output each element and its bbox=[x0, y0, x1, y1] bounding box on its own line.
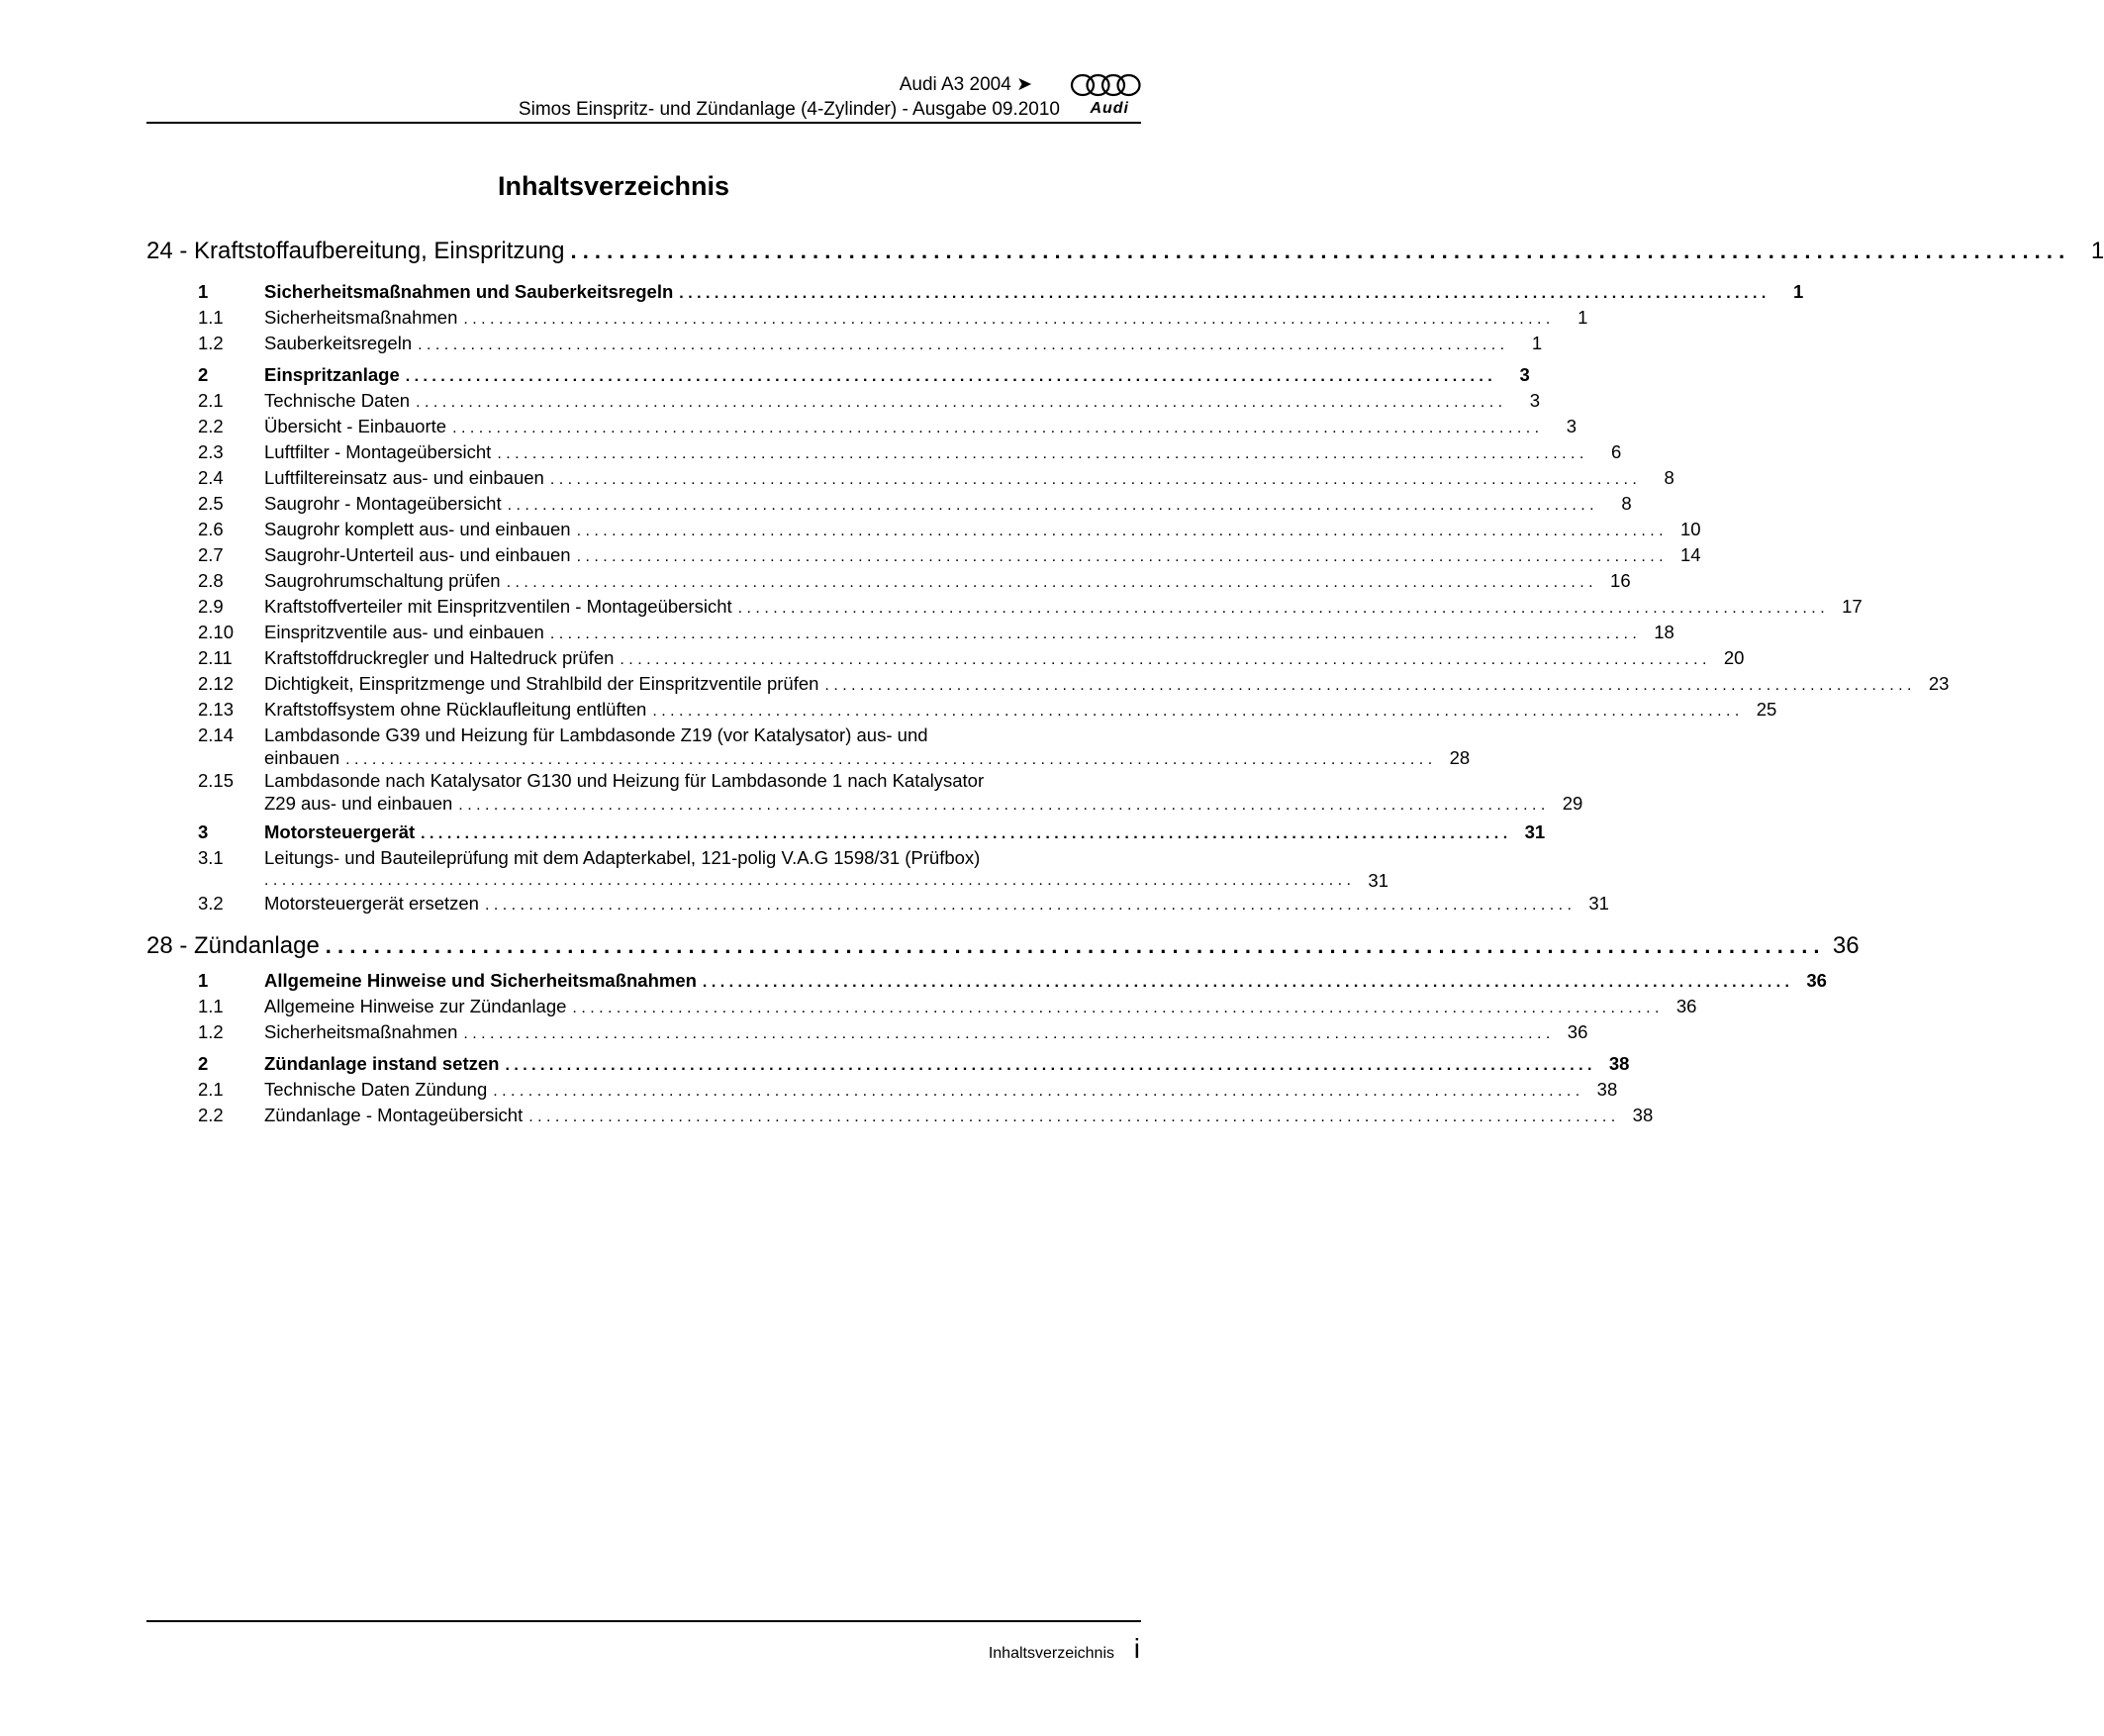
entry-number: 2.4 bbox=[198, 467, 224, 488]
entry-page: 16 bbox=[1610, 570, 1631, 591]
dot-leader bbox=[652, 703, 1739, 721]
entry-title: Saugrohr komplett aus- und einbauen bbox=[264, 519, 571, 539]
entry-title: Zündanlage instand setzen bbox=[264, 1053, 500, 1074]
chapter-page: 36 bbox=[1832, 932, 1860, 959]
entry-page: 31 bbox=[1368, 870, 1388, 891]
dot-leader bbox=[824, 677, 1911, 695]
dot-leader bbox=[577, 523, 1664, 540]
toc-entry[interactable] bbox=[146, 1021, 1588, 1047]
dot-leader bbox=[508, 497, 1594, 515]
entry-title: Technische Daten bbox=[264, 390, 411, 411]
entry-number: 2.8 bbox=[198, 570, 224, 591]
entry-page: 31 bbox=[1524, 821, 1546, 842]
entry-title: Saugrohr-Unterteil aus- und einbauen bbox=[264, 544, 571, 565]
dot-leader bbox=[577, 548, 1664, 566]
entry-number: 2.15 bbox=[198, 770, 235, 791]
entry-title: Einspritzventile aus- und einbauen bbox=[264, 622, 544, 642]
entry-page: 28 bbox=[1449, 747, 1471, 768]
dot-leader bbox=[528, 1109, 1615, 1126]
entry-title: Motorsteuergerät ersetzen bbox=[264, 893, 479, 914]
dot-leader bbox=[570, 239, 2064, 264]
entry-number: 2.13 bbox=[198, 699, 235, 720]
dot-leader bbox=[505, 1057, 1591, 1075]
entry-number: 3.2 bbox=[198, 893, 224, 914]
toc-entry[interactable] bbox=[146, 570, 1631, 596]
entry-page: 3 bbox=[1529, 390, 1541, 411]
dot-leader bbox=[418, 337, 1504, 354]
toc-entry[interactable] bbox=[146, 1053, 1630, 1079]
entry-title: Luftfiltereinsatz aus- und einbauen bbox=[264, 467, 544, 488]
dot-leader bbox=[550, 626, 1637, 643]
entry-page: 36 bbox=[1675, 996, 1697, 1016]
entry-title: Einspritzanlage bbox=[264, 364, 400, 385]
entry-number: 2.14 bbox=[198, 724, 235, 745]
dot-leader bbox=[485, 897, 1572, 915]
entry-number: 2.12 bbox=[198, 673, 235, 694]
entry-number: 2.2 bbox=[198, 416, 224, 436]
table-of-contents bbox=[146, 238, 2104, 1130]
toc-entry[interactable] bbox=[146, 996, 1697, 1021]
dot-leader bbox=[550, 471, 1637, 489]
toc-entry[interactable] bbox=[146, 441, 1622, 467]
entry-number: 2.2 bbox=[198, 1105, 224, 1125]
toc-entry[interactable] bbox=[146, 821, 1546, 847]
toc-entry[interactable] bbox=[146, 724, 1471, 770]
entry-page: 8 bbox=[1664, 467, 1674, 488]
entry-number: 1.2 bbox=[198, 1021, 224, 1042]
entry-number: 2.10 bbox=[198, 622, 235, 642]
entry-page: 20 bbox=[1723, 647, 1745, 668]
entry-page: 1 bbox=[1531, 333, 1543, 353]
toc-entry[interactable] bbox=[146, 596, 1863, 622]
entry-title: Zündanlage - Montageübersicht bbox=[264, 1105, 524, 1125]
entry-page: 23 bbox=[1928, 673, 1950, 694]
toc-entry[interactable] bbox=[146, 699, 1777, 724]
toc-entry[interactable] bbox=[146, 893, 1609, 918]
chapter-label: 28 - Zündanlage bbox=[146, 932, 326, 960]
toc-entry[interactable] bbox=[146, 847, 1388, 893]
dot-leader bbox=[679, 285, 1766, 303]
toc-entry[interactable] bbox=[146, 519, 1701, 544]
entry-title: Kraftstoffsystem ohne Rücklaufleitung entlüften bbox=[264, 699, 647, 720]
entry-number: 2.9 bbox=[198, 596, 224, 617]
entry-page: 14 bbox=[1679, 544, 1701, 565]
toc-entry[interactable] bbox=[146, 333, 1543, 358]
entry-number: 2.6 bbox=[198, 519, 224, 539]
entry-page: 38 bbox=[1596, 1079, 1618, 1100]
toc-entry[interactable] bbox=[146, 673, 1950, 699]
dot-leader bbox=[703, 974, 1789, 992]
entry-title: Allgemeine Hinweise zur Zündanlage bbox=[264, 996, 567, 1016]
dot-leader bbox=[572, 1000, 1659, 1017]
header-model-text: Audi A3 2004 bbox=[899, 74, 1011, 95]
toc-entry[interactable] bbox=[146, 970, 1827, 996]
dot-leader bbox=[507, 574, 1593, 592]
dot-leader bbox=[326, 933, 1820, 959]
toc-chapter-28[interactable] bbox=[146, 932, 1860, 970]
entry-title: Übersicht - Einbauorte bbox=[264, 416, 447, 436]
dot-leader bbox=[493, 1083, 1579, 1101]
arrow-icon: ➤ bbox=[1016, 74, 1032, 95]
entry-title: Sauberkeitsregeln bbox=[264, 333, 413, 353]
dot-leader bbox=[406, 368, 1492, 386]
entry-page: 36 bbox=[1806, 970, 1827, 991]
toc-entry[interactable] bbox=[146, 281, 1804, 307]
chapter-label: 24 - Kraftstoffaufbereitung, Einspritzung bbox=[146, 238, 570, 265]
entry-number: 1.2 bbox=[198, 333, 224, 353]
entry-number: 2.3 bbox=[198, 441, 224, 462]
entry-page: 38 bbox=[1608, 1053, 1630, 1074]
header-rule bbox=[146, 122, 1141, 124]
entry-number: 2.7 bbox=[198, 544, 224, 565]
entry-number: 2 bbox=[198, 1053, 209, 1074]
entry-number: 2 bbox=[198, 364, 209, 385]
entry-title-line2: einbauen bbox=[264, 747, 340, 768]
entry-page: 38 bbox=[1632, 1105, 1654, 1125]
chapter-page: 1 bbox=[2090, 238, 2104, 264]
dot-leader bbox=[416, 394, 1502, 412]
dot-leader bbox=[463, 311, 1550, 329]
entry-number: 3 bbox=[198, 821, 209, 842]
dot-leader bbox=[497, 445, 1583, 463]
entry-title: Allgemeine Hinweise und Sicherheitsmaßnahmen bbox=[264, 970, 697, 991]
footer-label: Inhaltsverzeichnis bbox=[988, 1645, 1114, 1662]
footer-page-number: i bbox=[1133, 1633, 1140, 1664]
entry-page: 25 bbox=[1756, 699, 1777, 720]
dot-leader bbox=[458, 793, 1545, 818]
entry-title-line1: Lambdasonde nach Katalysator G130 und Heizung für Lambdasonde 1 nach Katalysator bbox=[264, 770, 985, 791]
toc-entry[interactable] bbox=[146, 1105, 1654, 1130]
toc-entry[interactable] bbox=[146, 622, 1674, 647]
toc-entry[interactable] bbox=[146, 493, 1632, 519]
entry-number: 1.1 bbox=[198, 996, 224, 1016]
entry-page: 3 bbox=[1519, 364, 1530, 385]
entry-page: 36 bbox=[1567, 1021, 1588, 1042]
entry-title: Saugrohrumschaltung prüfen bbox=[264, 570, 501, 591]
entry-page: 3 bbox=[1566, 416, 1578, 436]
entry-number: 3.1 bbox=[198, 847, 224, 868]
header-model bbox=[900, 73, 1032, 96]
toc-entry[interactable] bbox=[146, 307, 1588, 333]
entry-number: 1 bbox=[198, 281, 209, 302]
toc-entry[interactable] bbox=[146, 770, 1583, 816]
entry-number: 1 bbox=[198, 970, 209, 991]
footer-rule bbox=[146, 1620, 1141, 1622]
dot-leader bbox=[452, 420, 1539, 437]
toc-entry[interactable] bbox=[146, 544, 1701, 570]
toc-entry[interactable] bbox=[146, 1079, 1618, 1105]
entry-title: Technische Daten Zündung bbox=[264, 1079, 488, 1100]
entry-title: Motorsteuergerät bbox=[264, 821, 416, 842]
entry-title-line2: Z29 aus- und einbauen bbox=[264, 793, 453, 814]
entry-number: 2.5 bbox=[198, 493, 224, 514]
entry-title: Sicherheitsmaßnahmen bbox=[264, 1021, 458, 1042]
entry-title: Dichtigkeit, Einspritzmenge und Strahlbild der Einspritzventile prüfen bbox=[264, 673, 819, 694]
entry-page: 17 bbox=[1842, 596, 1863, 617]
entry-title: Kraftstoffdruckregler und Haltedruck prüfen bbox=[264, 647, 615, 668]
header-subtitle: Simos Einspritz- und Zündanlage (4-Zylinder) - Ausgabe 09.2010 bbox=[518, 99, 1060, 120]
entry-page: 31 bbox=[1588, 893, 1609, 914]
entry-title: Luftfilter - Montageübersicht bbox=[264, 441, 492, 462]
audi-logo bbox=[1070, 72, 1141, 117]
entry-page: 18 bbox=[1654, 622, 1674, 642]
entry-number: 1.1 bbox=[198, 307, 224, 328]
toc-entry[interactable] bbox=[146, 364, 1530, 390]
toc-entry[interactable] bbox=[146, 467, 1674, 493]
toc-entry[interactable] bbox=[146, 416, 1578, 441]
toc-entry[interactable] bbox=[146, 647, 1745, 673]
entry-page: 8 bbox=[1621, 493, 1632, 514]
entry-title-line1: Lambdasonde G39 und Heizung für Lambdasonde Z19 (vor Katalysator) aus- und bbox=[264, 724, 928, 745]
dot-leader bbox=[738, 600, 1825, 618]
toc-chapter-24[interactable] bbox=[146, 238, 2104, 275]
entry-page: 29 bbox=[1562, 793, 1583, 814]
entry-title: Sicherheitsmaßnahmen bbox=[264, 307, 458, 328]
dot-leader bbox=[463, 1025, 1550, 1043]
entry-title: Kraftstoffverteiler mit Einspritzventilen - Montageübersicht bbox=[264, 596, 732, 617]
entry-page: 1 bbox=[1793, 281, 1804, 302]
entry-title: Saugrohr - Montageübersicht bbox=[264, 493, 502, 514]
entry-title-line1: Leitungs- und Bauteileprüfung mit dem Adapterkabel, 121-polig V.A.G 1598/31 (Prüfbox) bbox=[264, 847, 981, 868]
toc-entry[interactable] bbox=[146, 390, 1541, 416]
page-title: Inhaltsverzeichnis bbox=[497, 171, 730, 201]
entry-number: 2.1 bbox=[198, 390, 224, 411]
dot-leader bbox=[264, 868, 1351, 893]
audi-rings-icon bbox=[1070, 72, 1141, 98]
dot-leader bbox=[620, 651, 1706, 669]
entry-page: 1 bbox=[1578, 307, 1588, 328]
entry-page: 6 bbox=[1611, 441, 1622, 462]
dot-leader bbox=[345, 747, 1432, 772]
audi-logo-text: Audi bbox=[1090, 100, 1129, 117]
entry-number: 2.11 bbox=[198, 647, 233, 668]
entry-page: 10 bbox=[1680, 519, 1701, 539]
dot-leader bbox=[421, 825, 1507, 843]
entry-number: 2.1 bbox=[198, 1079, 224, 1100]
entry-title: Sicherheitsmaßnahmen und Sauberkeitsregeln bbox=[264, 281, 674, 302]
